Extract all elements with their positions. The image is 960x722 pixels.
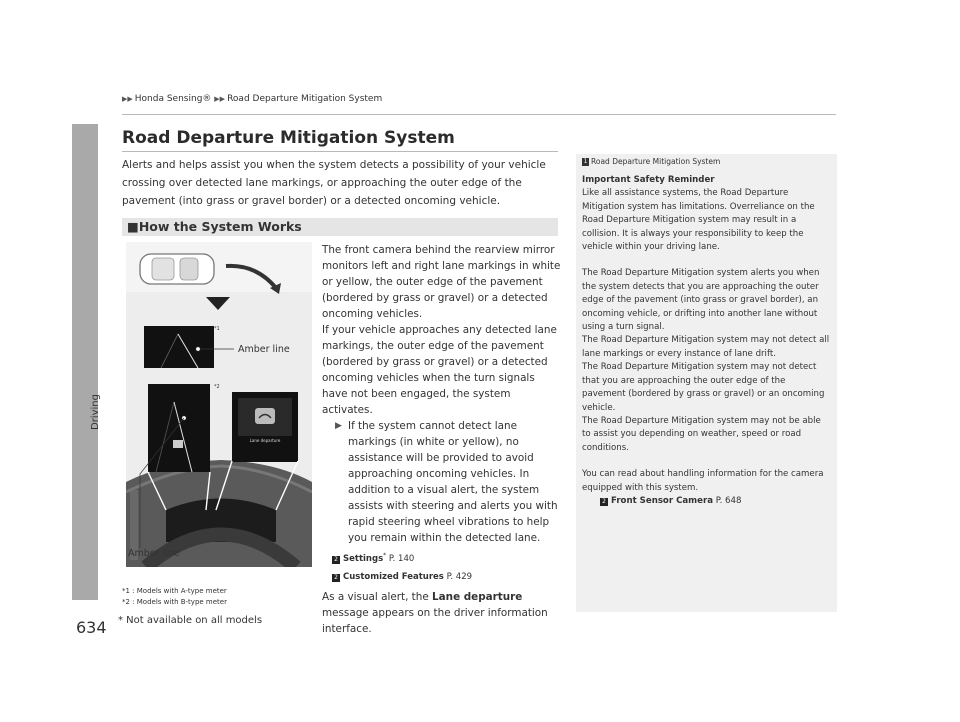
- customized-features-label[interactable]: Customized Features: [343, 571, 444, 582]
- crossref-icon: 2: [332, 556, 340, 564]
- car-top-view-icon: [140, 254, 214, 284]
- side-note-title-text: Road Departure Mitigation System: [591, 157, 721, 166]
- meter-b-screen: [148, 384, 210, 472]
- section-title: [127, 219, 302, 234]
- meter-b-mark: *2: [214, 384, 220, 390]
- visual-alert-text: As a visual alert, the: [322, 590, 433, 603]
- front-sensor-camera-label[interactable]: Front Sensor Camera: [611, 495, 713, 506]
- meter-a-screen: [144, 326, 214, 368]
- availability-note: * Not available on all models: [118, 615, 263, 626]
- lane-departure-term: Lane departure: [432, 590, 523, 603]
- title-divider: [122, 151, 558, 152]
- sub-note: [322, 418, 562, 546]
- intro-text: Alerts and helps assist you when the system detects a possibility of your vehicle crossing over detected lane markings, or approaching the outer edge of the pavement (into grass or gravel border) or a detected oncoming vehicle.: [122, 159, 546, 207]
- amber-line-label-1: Amber line: [238, 344, 290, 355]
- footnote-a: *1 : Models with A-type meter: [122, 587, 227, 595]
- note-icon: 1: [583, 158, 588, 165]
- visual-alert-paragraph: [322, 589, 562, 637]
- illustration-svg: [126, 242, 312, 567]
- side-note-body: [582, 174, 830, 508]
- body-paragraph: The front camera behind the rearview mirror monitors left and right lane markings in white or yellow, the outer edge of the pavement (bordered by grass or gravel) or a detected oncoming vehicles.: [322, 244, 561, 320]
- settings-link[interactable]: [322, 548, 562, 567]
- crossref-icon: 2: [600, 498, 608, 506]
- settings-link-page: P. 140: [388, 553, 415, 564]
- right-arrow-icon: ▶: [335, 421, 342, 431]
- note-paragraph: You can read about handling information for the camera equipped with this system.: [582, 469, 824, 493]
- crossref-icon: 2: [332, 574, 340, 582]
- breadcrumb-item[interactable]: Road Departure Mitigation System: [227, 94, 383, 104]
- body-paragraph: If your vehicle approaches any detected lane markings, the outer edge of the pavement (bordered by grass or gravel) or a detected oncoming vehicles when the turn signals have not been engaged, the system activates.: [322, 324, 557, 416]
- chapter-label[interactable]: Driving: [90, 394, 101, 430]
- note-paragraph: The Road Departure Mitigation system may not be able to assist you depending on weather, speed or road conditions.: [582, 415, 821, 453]
- settings-link-label[interactable]: Settings: [343, 553, 384, 564]
- note-paragraph: Like all assistance systems, the Road Departure Mitigation system has limitations. Overreliance on the Road Departure Mitigation system may result in a collision. It is always your responsibility to keep the vehicle within your driving lane.: [582, 188, 815, 253]
- page-title: Road Departure Mitigation System: [122, 128, 455, 148]
- double-right-arrow-icon: ▶▶: [214, 95, 226, 103]
- visual-alert-text-end: message appears on the driver information interface.: [322, 606, 548, 635]
- chapter-tab: [72, 124, 98, 600]
- customized-features-link[interactable]: [322, 569, 562, 585]
- amber-line-label-2: Amber line: [128, 548, 180, 559]
- front-sensor-camera-link[interactable]: [582, 495, 830, 508]
- breadcrumb: [122, 94, 382, 104]
- section-bullet: ■: [127, 219, 139, 234]
- body-column: [322, 242, 562, 637]
- safety-heading: Important Safety Reminder: [582, 175, 715, 185]
- note-paragraph: The Road Departure Mitigation system may not detect that you are approaching the outer edge of the pavement (bordered by grass or gravel) or an oncoming vehicle.: [582, 362, 825, 413]
- note-paragraph: The Road Departure Mitigation system may not detect all lane markings or every instance of lane drift.: [582, 335, 830, 359]
- header-divider: [122, 114, 836, 115]
- meter-a-mark: *1: [214, 326, 220, 332]
- double-right-arrow-icon: ▶▶: [122, 95, 133, 103]
- footnote-b: *2 : Models with B-type meter: [122, 598, 227, 606]
- note-paragraph: The Road Departure Mitigation system alerts you when the system detects that you are approaching the outer edge of the pavement (into grass or gravel border), an oncoming vehicle, or drifting into another lane without using a turn signal.: [582, 268, 820, 333]
- side-note-title: [582, 157, 720, 166]
- system-illustration: [126, 242, 312, 567]
- sub-note-text: If the system cannot detect lane markings (in white or yellow), no assistance will be provided to avoid approaching oncoming vehicles. In addition to a visual alert, the system assists with steering and alerts you with rapid steering wheel vibrations to help you remain within the detected lane.: [348, 420, 558, 544]
- settings-link-mark: *: [383, 552, 387, 559]
- section-title-text: How the System Works: [138, 219, 302, 234]
- breadcrumb-item[interactable]: Honda Sensing®: [134, 94, 212, 104]
- page-number: 634: [76, 618, 107, 637]
- down-triangle-icon: [206, 297, 230, 310]
- customized-features-page: P. 429: [446, 571, 473, 582]
- front-sensor-camera-page: P. 648: [715, 495, 742, 506]
- lane-departure-message: Lane departure: [249, 438, 281, 443]
